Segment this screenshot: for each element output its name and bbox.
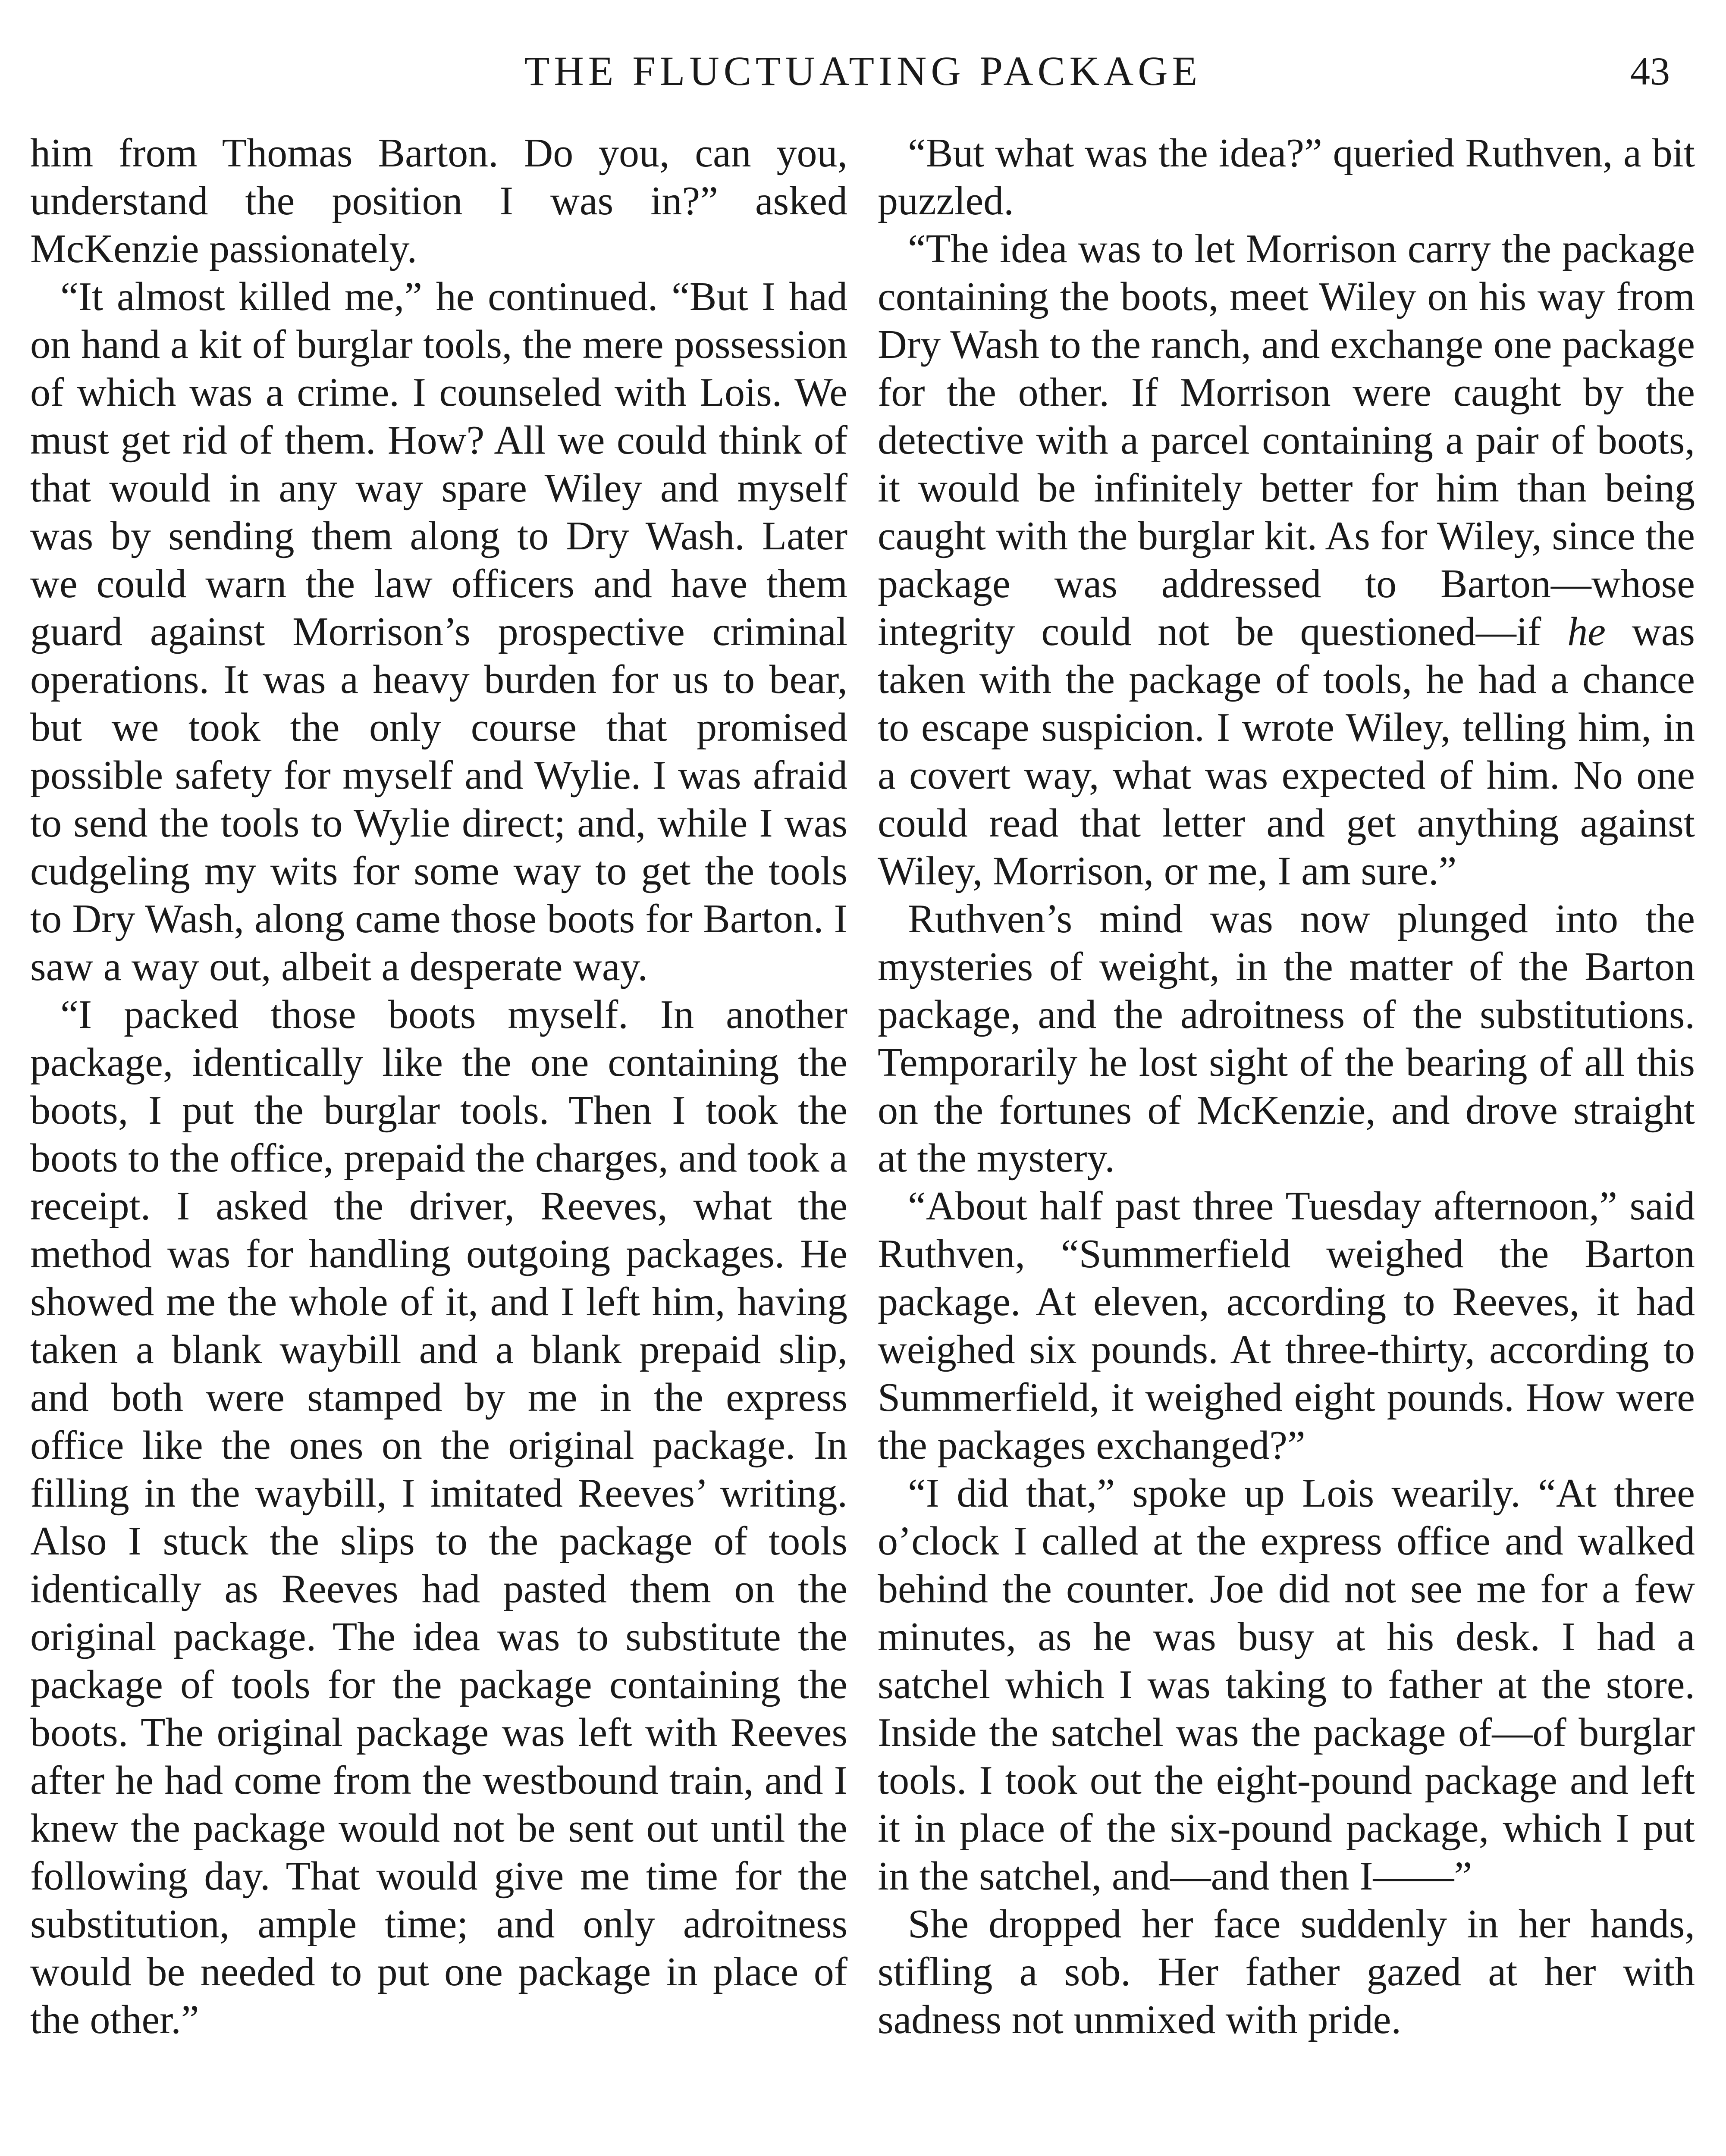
paragraph: Ruthven’s mind was now plunged into the mysteries of weight, in the matter of the Barton package, and the adroitness of the substitutions. Temporarily he lost sight of the bearing of all this on the fortunes of McKenzie, and drove straight at the mystery. (878, 896, 1695, 1181)
page-number: 43 (1630, 49, 1670, 93)
left-column (30, 129, 847, 2156)
page-header (0, 41, 1726, 101)
right-column (878, 129, 1695, 2156)
paragraph-text: was taken with the package of tools, he had a chance to escape suspicion. I wrote Wiley, telling him, in a covert way, what was expected of him. No one could read that letter and get anything against Wiley, Morrison, or me, I am sure.” (878, 609, 1695, 893)
paragraph: “About half past three Tuesday afternoon,” said Ruthven, “Summerfield weighed the Barton package. At eleven, according to Reeves, it had weighed six pounds. At three-thirty, according to Summerfield, it weighed eight pounds. How were the packages exchanged?” (878, 1184, 1695, 1468)
paragraph: “I did that,” spoke up Lois wearily. “At three o’clock I called at the express office and walked behind the counter. Joe did not see me for a few minutes, as he was busy at his desk. I had a satchel which I was taking to father at the store. Inside the satchel was the package of—of burglar tools. I took out the eight-pound package and left it in place of the six-pound package, which I put in the satchel, and—and then I——” (878, 1471, 1695, 1899)
paragraph: She dropped her face suddenly in her hands, stifling a sob. Her father gazed at her with sadness not unmixed with pride. (878, 1902, 1695, 2042)
paragraph (878, 225, 1695, 895)
paragraph: “It almost killed me,” he continued. “But I had on hand a kit of burglar tools, the mere possession of which was a crime. I counseled with Lois. We must get rid of them. How? All we could think of that would in any way spare Wiley and myself was by sending them along to Dry Wash. Later we could warn the law officers and have them guard against Morrison’s prospective criminal operations. It was a heavy burden for us to bear, but we took the only course that promised possible safety for myself and Wylie. I was afraid to send the tools to Wylie direct; and, while I was cudgeling my wits for some way to get the tools to Dry Wash, along came those boots for Barton. I saw a way out, albeit a desperate way. (30, 274, 847, 989)
paragraph-text: “The idea was to let Morrison carry the package containing the boots, meet Wiley on his way from Dry Wash to the ranch, and exchange one package for the other. If Morrison were caught by the detective with a parcel containing a pair of boots, it would be infinitely better for him than being caught with the burglar kit. As for Wiley, since the package was addressed to Barton—whose integrity could not be questioned—if (878, 226, 1695, 654)
emphasized-word: he (1567, 609, 1606, 654)
text-columns (30, 129, 1695, 2156)
paragraph: him from Thomas Barton. Do you, can you, understand the position I was in?” asked McKenzie passionately. (30, 131, 847, 271)
paragraph: “I packed those boots myself. In another package, identically like the one containing the boots, I put the burglar tools. Then I took the boots to the office, prepaid the charges, and took a receipt. I asked the driver, Reeves, what the method was for handling outgoing packages. He showed me the whole of it, and I left him, having taken a blank waybill and a blank prepaid slip, and both were stamped by me in the express office like the ones on the original package. In filling in the waybill, I imitated Reeves’ writing. Also I stuck the slips to the package of tools identically as Reeves had pasted them on the original package. The idea was to substitute the package of tools for the package containing the boots. The original package was left with Reeves after he had come from the westbound train, and I knew the package would not be sent out until the following day. That would give me time for the substitution, ample time; and only adroitness would be needed to put one package in place of the other.” (30, 992, 847, 2042)
paragraph: “But what was the idea?” queried Ruthven, a bit puzzled. (878, 131, 1695, 223)
running-title: THE FLUCTUATING PACKAGE (524, 48, 1202, 94)
